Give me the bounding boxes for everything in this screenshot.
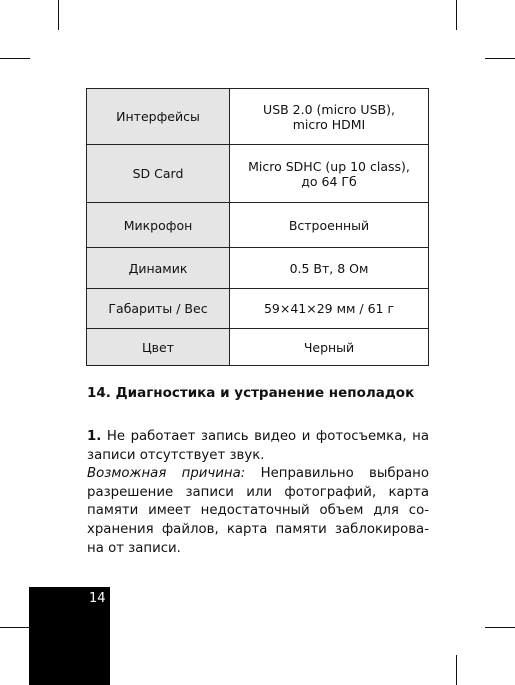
- spec-value: Встроенный: [230, 203, 429, 248]
- spec-label: SD Card: [87, 145, 230, 203]
- troubleshooting-item: [87, 428, 429, 558]
- table-row: [87, 203, 429, 248]
- spec-value: 59×41×29 мм / 61 г: [230, 289, 429, 329]
- spec-label: Динамик: [87, 248, 230, 289]
- crop-mark-top-right: [456, 0, 457, 30]
- table-row: [87, 289, 429, 329]
- crop-mark-left-top: [0, 58, 30, 59]
- crop-mark-top-left: [58, 0, 59, 30]
- spec-label: Микрофон: [87, 203, 230, 248]
- crop-mark-bottom-right: [456, 655, 457, 685]
- cause-paragraph: [87, 465, 429, 558]
- table-row: [87, 89, 429, 145]
- spec-label: Интерфейсы: [87, 89, 230, 145]
- spec-value: 0.5 Вт, 8 Ом: [230, 248, 429, 289]
- crop-mark-right-top: [485, 58, 515, 59]
- item-number: 1.: [87, 429, 102, 444]
- table-row: [87, 145, 429, 203]
- problem-paragraph: [87, 428, 429, 465]
- spec-value: Micro SDHC (up 10 class), до 64 Гб: [230, 145, 429, 203]
- section-heading: 14. Диагностика и устранение неполадок: [87, 385, 415, 401]
- crop-mark-right-bottom: [485, 627, 515, 628]
- problem-text: Не работает запись видео и фотосъемка, на записи отсутствует звук.: [87, 429, 429, 463]
- cause-text: Неправильно выбрано разрешение записи или фотографий, карта памяти имеет недостаточный объем для со-хранения файлов, карта памяти заблокирова-на от записи.: [87, 466, 430, 556]
- spec-value: Черный: [230, 329, 429, 366]
- spec-label: Габариты / Вес: [87, 289, 230, 329]
- table-row: [87, 248, 429, 289]
- spec-value: USB 2.0 (micro USB), micro HDMI: [230, 89, 429, 145]
- spec-label: Цвет: [87, 329, 230, 366]
- specifications-table: [86, 88, 429, 366]
- crop-mark-left-bottom: [0, 627, 30, 628]
- table-row: [87, 329, 429, 366]
- cause-label: Возможная причина:: [87, 466, 246, 482]
- page-number: 14: [89, 591, 106, 606]
